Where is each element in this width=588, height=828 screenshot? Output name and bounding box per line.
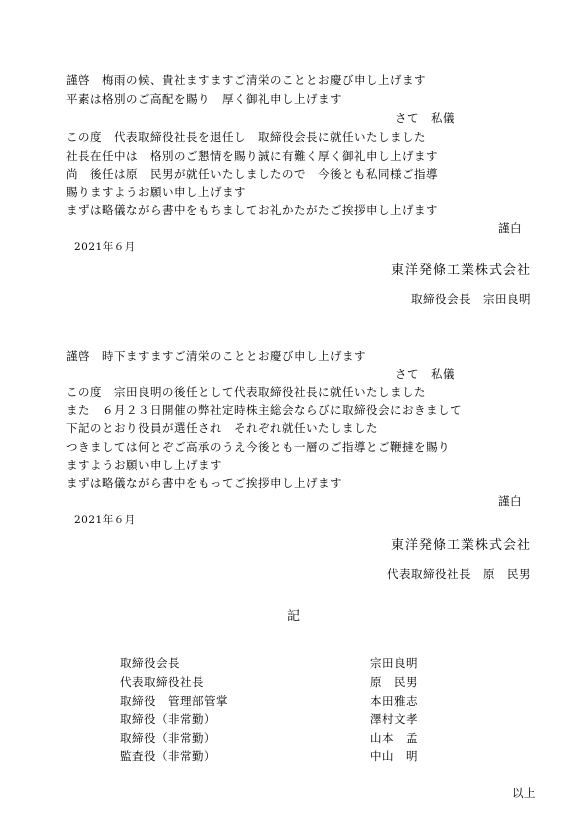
letter-2-line: 謹啓 時下ますますご清栄のこととお慶び申し上げます bbox=[66, 349, 366, 363]
letter-2-line: また ６月２３日開催の弊社定時株主総会ならびに取締役会におきまして bbox=[66, 403, 462, 417]
letter-1-line: 謹啓 梅雨の候、貴社ますますご清栄のこととお慶び申し上げます bbox=[66, 73, 426, 87]
officer-name: 山本 孟 bbox=[370, 731, 418, 745]
letter-2-company: 東洋発條工業株式会社 bbox=[390, 538, 531, 553]
letter-1-line: 平素は格別のご高配を賜り 厚く御礼申し上げます bbox=[66, 92, 342, 106]
letter-1-company: 東洋発條工業株式会社 bbox=[390, 263, 531, 278]
letter-1-kinpaku: 謹白 bbox=[498, 221, 522, 235]
letter-1-line: さて 私儀 bbox=[395, 111, 455, 125]
letter-2-line: まずは略儀ながら書中をもってご挨拶申し上げます bbox=[66, 476, 342, 490]
letter-1-line: 尚 後任は原 民男が就任いたしましたので 今後とも私同様ご指導 bbox=[66, 167, 438, 181]
letter-2-line: さて 私儀 bbox=[395, 367, 455, 381]
officer-name: 中山 明 bbox=[370, 749, 418, 763]
officer-role: 監査役（非常勤） bbox=[120, 749, 216, 763]
officer-name: 澤村文孝 bbox=[370, 712, 418, 726]
closing-ijou: 以上 bbox=[512, 786, 536, 800]
letter-2-line: つきましては何とぞご高承のうえ今後とも一層のご指導とご鞭撻を賜り bbox=[66, 440, 450, 454]
letter-1-line: この度 代表取締役社長を退任し 取締役会長に就任いたしました bbox=[66, 130, 426, 144]
letter-2-line: 下記のとおり役員が選任され それぞれ就任いたしました bbox=[66, 421, 378, 435]
letter-2-date: 2021年６月 bbox=[74, 514, 136, 526]
letter-2-signer: 代表取締役社長 原 民男 bbox=[387, 567, 531, 581]
officer-name: 原 民男 bbox=[370, 675, 418, 689]
letter-2-kinpaku: 謹白 bbox=[498, 494, 522, 508]
officer-name: 宗田良明 bbox=[370, 656, 418, 670]
officer-name: 本田雅志 bbox=[370, 694, 418, 708]
officer-role: 代表取締役社長 bbox=[120, 675, 204, 689]
officer-role: 取締役（非常勤） bbox=[120, 712, 216, 726]
letter-1-signer: 取締役会長 宗田良明 bbox=[411, 292, 531, 306]
officer-role: 取締役（非常勤） bbox=[120, 731, 216, 745]
officer-role: 取締役 管理部管掌 bbox=[120, 694, 228, 708]
letter-1-date: 2021年６月 bbox=[74, 241, 136, 253]
ki-heading: 記 bbox=[286, 609, 301, 624]
letter-1-line: まずは略儀ながら書中をもちましてお礼かたがたご挨拶申し上げます bbox=[66, 203, 438, 217]
letter-2-line: ますようお願い申し上げます bbox=[66, 458, 222, 472]
letter-1-line: 賜りますようお願い申し上げます bbox=[66, 185, 246, 199]
officer-role: 取締役会長 bbox=[120, 656, 180, 670]
letter-2-line: この度 宗田良明の後任として代表取締役社長に就任いたしました bbox=[66, 385, 426, 399]
letter-1-line: 社長在任中は 格別のご懇情を賜り誠に有難く厚く御礼申し上げます bbox=[66, 149, 438, 163]
